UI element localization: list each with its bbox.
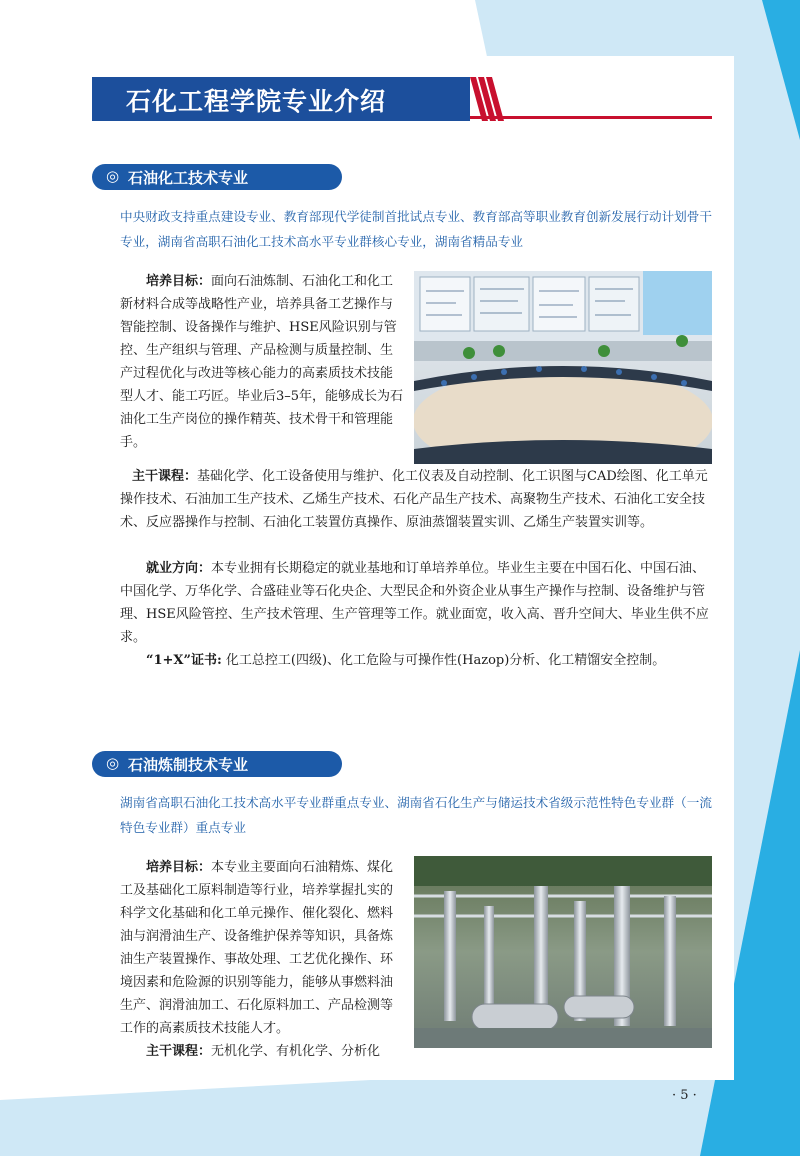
courses-block <box>120 465 716 534</box>
title-underline <box>470 116 712 119</box>
training-goal-label: 培养目标： <box>146 860 212 875</box>
employment-label: 就业方向： <box>146 561 212 576</box>
page-number: · 5 · <box>672 1088 697 1103</box>
courses-label: 主干课程： <box>146 1044 212 1059</box>
training-goal-text: 面向石油炼制、石油化工和化工新材料合成等战略性产业，培养具备工艺操作与智能控制、设备操作与维护、HSE风险识别与管控、生产组织与管理、产品检测与质量控制、生产过程优化与改进等核心能力的高素质技术技能型人才、能工巧匠。毕业后3–5年，能够成长为石油化工生产岗位的操作精英、技术骨干和管理能手。 <box>120 274 404 450</box>
certificate-block <box>120 649 716 672</box>
circle-bullet-icon: ◎ <box>106 754 120 772</box>
training-goal-block <box>120 856 404 1063</box>
section-intro: 湖南省高职石油化工技术高水平专业群重点专业、湖南省石化生产与储运技术省级示范性特色专业群（一流特色专业群）重点专业 <box>120 795 712 835</box>
employment-text: 本专业拥有长期稳定的就业基地和订单培养单位。毕业生主要在中国石化、中国石油、中国化学、万华化学、合盛硅业等石化央企、大型民企和外资企业从事生产操作与控制、设备维护与管理、HSE风险管控、生产技术管理、生产管理等工作。就业面宽，收入高、晋升空间大、毕业生供不应求。 <box>120 561 709 645</box>
training-goal-text: 本专业主要面向石油精炼、煤化工及基础化工原料制造等行业，培养掌握扎实的科学文化基础和化工单元操作、催化裂化、燃料油与润滑油生产、设备维护保养等知识，具备炼油生产装置操作、事故处理、工艺优化操作、环境因素和危险源的识别等能力，能够从事燃料油生产、润滑油加工、石化原料加工、产品检测等工作的高素质技术技能人才。 <box>120 860 394 1036</box>
section-intro: 中央财政支持重点建设专业、教育部现代学徒制首批试点专业、教育部高等职业教育创新发展行动计划骨干专业，湖南省高职石油化工技术高水平专业群核心专业，湖南省精品专业 <box>120 209 712 249</box>
circle-bullet-icon: ◎ <box>106 167 120 185</box>
courses-label: 主干课程： <box>132 469 198 484</box>
section-header-petrochemical <box>92 164 342 190</box>
courses-text: 基础化学、化工设备使用与维护、化工仪表及自动控制、化工识图与CAD绘图、化工单元操作技术、石油加工生产技术、乙烯生产技术、石化产品生产技术、高聚物生产技术、石油化工安全技术、反应器操作与控制、石油化工装置仿真操作、原油蒸馏装置实训、乙烯生产装置实训等。 <box>120 469 708 530</box>
section-title: 石油炼制技术专业 <box>128 756 249 774</box>
page-title: 石化工程学院专业介绍 <box>126 87 387 116</box>
employment-block <box>120 557 716 649</box>
courses-text: 无机化学、有机化学、分析化 <box>211 1044 381 1059</box>
section-title: 石油化工技术专业 <box>128 169 249 187</box>
page-header <box>92 77 712 123</box>
stripe-decoration <box>464 77 504 121</box>
certificate-label: “1+X”证书: <box>146 653 222 668</box>
training-goal-label: 培养目标： <box>146 274 212 289</box>
control-room-photo <box>414 271 712 464</box>
section-header-refining <box>92 751 342 777</box>
refinery-equipment-photo <box>414 856 712 1048</box>
training-goal-block <box>120 270 404 454</box>
certificate-text: 化工总控工(四级)、化工危险与可操作性(Hazop)分析、化工精馏安全控制。 <box>221 653 666 668</box>
